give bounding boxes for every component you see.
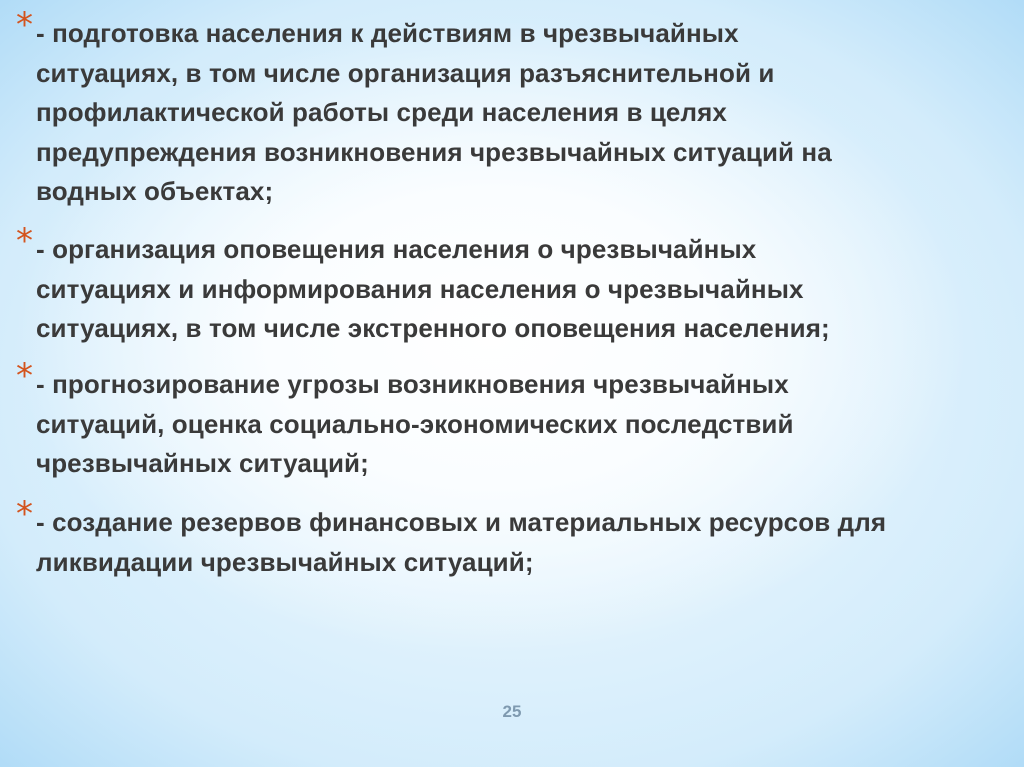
bullet-text-line: ситуациях, в том числе организация разъяснительной и	[36, 57, 775, 88]
bullet-item-4	[16, 494, 1008, 582]
bullet-text-line: - создание резервов финансовых и материальных ресурсов для	[36, 507, 887, 537]
bullet-text-line: профилактической работы среди населения в целях	[36, 97, 727, 127]
bullet-text-line: ситуациях, в том числе экстренного оповещения населения;	[36, 313, 830, 343]
bullet-text-line: ситуациях и информирования населения о чрезвычайных	[36, 273, 804, 304]
bullet-text-line: водных объектах;	[36, 176, 274, 206]
asterisk-bullet-icon: *	[16, 5, 33, 45]
bullet-text-line: ликвидации чрезвычайных ситуаций;	[36, 546, 534, 577]
page-number: 25	[502, 702, 522, 721]
bullet-item-2	[16, 221, 1008, 349]
bullet-text-line: - организация оповещения населения о чрезвычайных	[36, 234, 757, 264]
bullet-text-line: - прогнозирование угрозы возникновения чрезвычайных	[36, 369, 789, 399]
bullet-text-line: предупреждения возникновения чрезвычайных ситуаций на	[36, 136, 832, 167]
asterisk-bullet-icon: *	[16, 221, 33, 261]
bullet-item-1	[16, 5, 1008, 212]
bullet-text-line: чрезвычайных ситуаций;	[36, 448, 369, 478]
bullet-text-line: ситуаций, оценка социально-экономических последствий	[36, 408, 794, 439]
asterisk-bullet-icon: *	[16, 494, 33, 534]
bullet-item-3	[16, 356, 1008, 484]
asterisk-bullet-icon: *	[16, 356, 33, 396]
bullet-text-line: - подготовка населения к действиям в чрезвычайных	[36, 18, 739, 48]
